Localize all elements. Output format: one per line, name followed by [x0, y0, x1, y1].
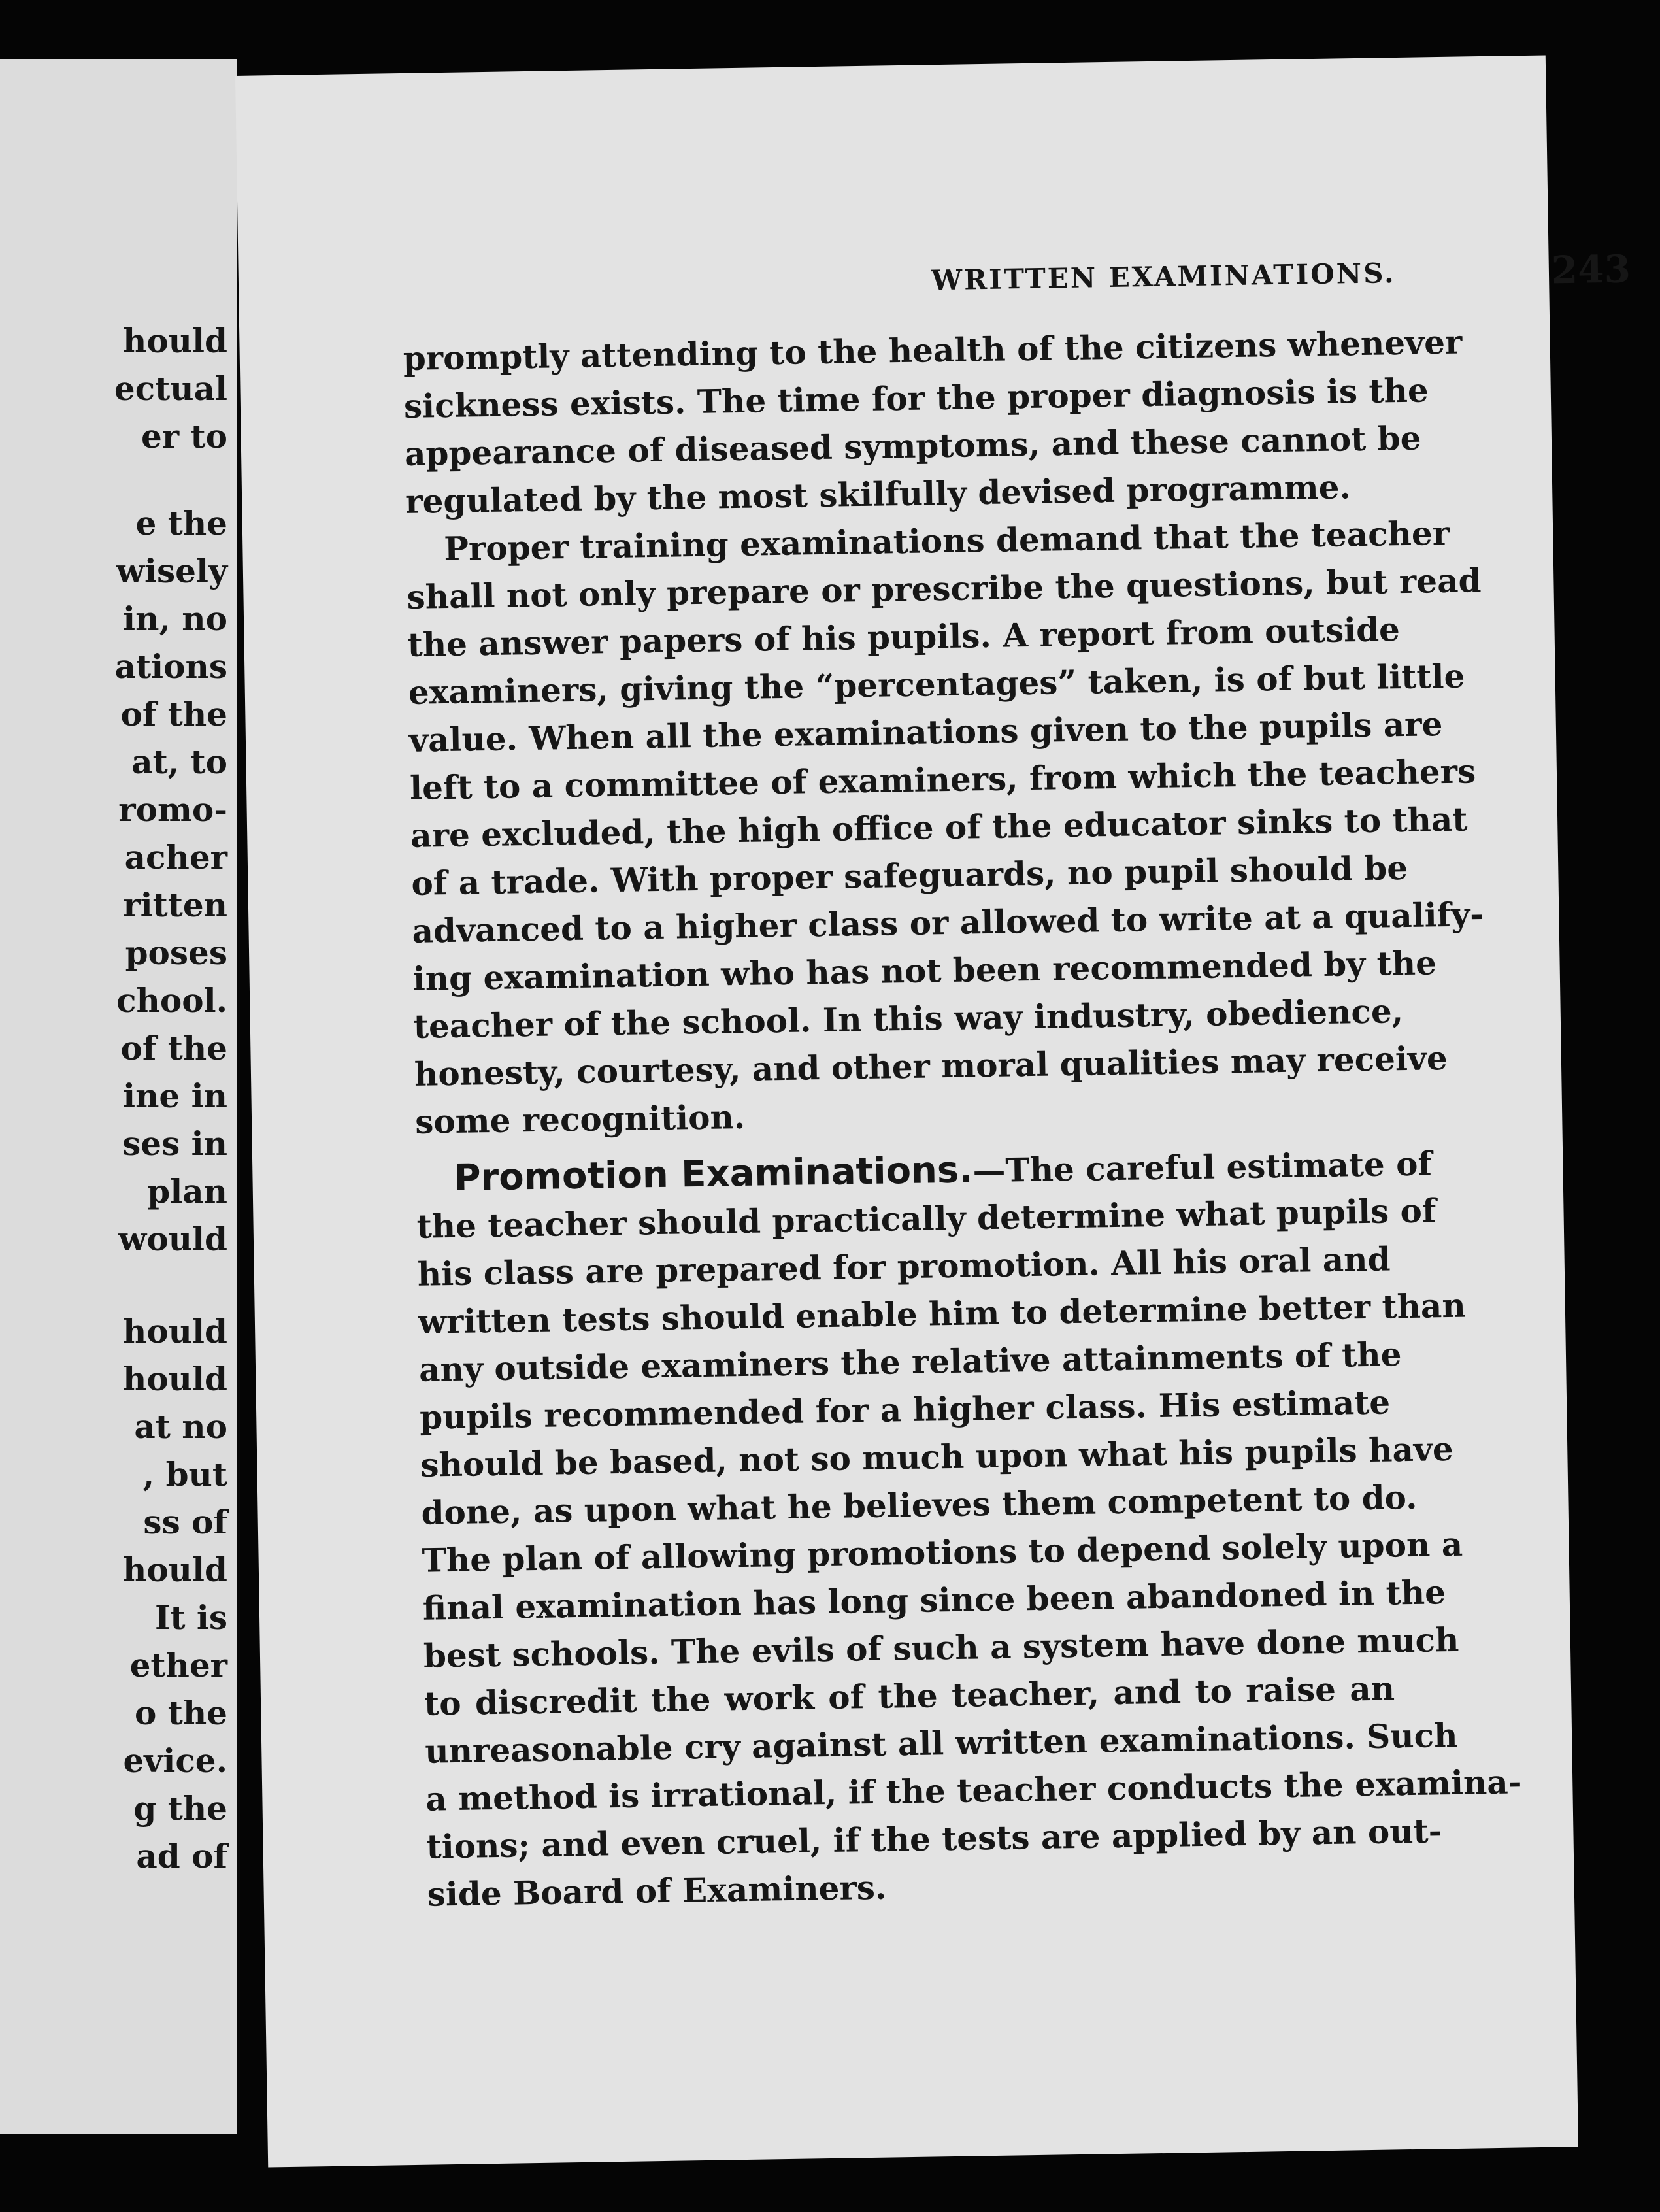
text-line: written tests should enable him to determine better than	[418, 1286, 1467, 1341]
text-line: unreasonable cry against all written examinations. Such	[424, 1715, 1458, 1771]
text-line: side Board of Examiners.	[427, 1868, 887, 1914]
text-line: some recognition.	[414, 1097, 746, 1141]
facing-line: ses in	[122, 1124, 227, 1163]
facing-line: at, to	[131, 743, 227, 781]
facing-line: ine in	[123, 1077, 227, 1115]
facing-line: ectual	[114, 369, 227, 408]
facing-line: er to	[141, 417, 227, 456]
facing-line: hould	[122, 322, 227, 360]
text-line: honesty, courtesy, and other moral qualities may receive	[414, 1039, 1448, 1094]
facing-line: at no	[134, 1407, 227, 1446]
facing-line: , but	[142, 1455, 227, 1494]
facing-line: would	[118, 1220, 227, 1258]
facing-line: in, no	[123, 599, 227, 638]
paragraph-continued	[403, 320, 1463, 526]
body-text	[403, 320, 1522, 1919]
facing-line: ad of	[136, 1837, 227, 1875]
facing-line: chool.	[116, 981, 227, 1020]
facing-line: plan	[147, 1172, 227, 1211]
text-line: done, as upon what he believes them competent to do.	[421, 1477, 1418, 1532]
facing-line: hould	[122, 1312, 227, 1350]
text-line: shall not only prepare or prescribe the questions, but read	[407, 561, 1482, 616]
text-line: teacher of the school. In this way industry, obedience,	[413, 992, 1404, 1046]
facing-line: g the	[133, 1789, 227, 1828]
facing-line: ritten	[123, 886, 227, 924]
text-line: tions; and even cruel, if the tests are applied by an out-	[426, 1811, 1442, 1866]
text-line: should be based, not so much upon what his pupils have	[420, 1429, 1454, 1484]
text-line: value. When all the examinations given to the pupils are	[408, 705, 1443, 760]
text-line: best schools. The evils of such a system have done much	[423, 1620, 1459, 1675]
facing-line: acher	[124, 838, 227, 877]
facing-line: poses	[125, 933, 227, 972]
heading-run-in-text: —The careful estimate of	[972, 1144, 1433, 1190]
text-line: examiners, giving the “percentages” taken, is of but little	[408, 656, 1465, 712]
facing-line: ether	[129, 1646, 227, 1684]
text-line: The plan of allowing promotions to depend solely upon a	[422, 1524, 1463, 1580]
facing-line: of the	[120, 1029, 227, 1067]
text-line: are excluded, the high office of the educator sinks to that	[410, 799, 1468, 855]
page-number: 243	[1551, 246, 1631, 293]
facing-line: wisely	[116, 552, 227, 590]
facing-line: It is	[154, 1598, 227, 1637]
facing-line: o the	[134, 1694, 227, 1732]
text-line: left to a committee of examiners, from which the teachers	[409, 752, 1476, 807]
facing-line: ss of	[143, 1503, 227, 1541]
facing-page-edge	[0, 59, 237, 2134]
paragraph-promotion-examinations	[416, 1139, 1522, 1918]
facing-page-text	[114, 317, 227, 1880]
section-heading: Promotion Examinations.	[454, 1148, 973, 1199]
facing-line: hould	[122, 1550, 227, 1589]
facing-line: romo-	[118, 790, 227, 829]
text-line: the teacher should practically determine what pupils of	[416, 1191, 1436, 1246]
text-line: of a trade. With proper safeguards, no pupil should be	[410, 848, 1408, 903]
text-line: to discredit the work of the teacher, and to raise an	[423, 1669, 1395, 1723]
text-line: his class are prepared for promotion. All his oral and	[417, 1239, 1391, 1294]
text-line: sickness exists. The time for the proper diagnosis is the	[403, 371, 1429, 426]
text-line: ing examination who has not been recommended by the	[412, 943, 1437, 998]
text-line: regulated by the most skilfully devised programme.	[405, 467, 1352, 521]
text-line: the answer papers of his pupils. A report from outside	[407, 610, 1401, 664]
paragraph-training-examinations	[406, 511, 1484, 1146]
facing-line: e the	[135, 504, 227, 543]
facing-line: hould	[122, 1360, 227, 1398]
book-page	[235, 55, 1631, 2167]
running-title: WRITTEN EXAMINATIONS.	[931, 257, 1396, 297]
text-line: advanced to a higher class or allowed to write at a qualify-	[412, 895, 1484, 950]
text-line: pupils recommended for a higher class. His estimate	[419, 1382, 1391, 1437]
text-line: a method is irrational, if the teacher conducts the examina-	[425, 1762, 1522, 1818]
text-line: appearance of diseased symptoms, and these cannot be	[404, 418, 1421, 473]
text-line: promptly attending to the health of the citizens whenever	[403, 322, 1463, 378]
facing-line: ations	[114, 647, 227, 686]
facing-line: evice.	[123, 1741, 227, 1780]
text-line: any outside examiners the relative attainments of the	[418, 1335, 1402, 1389]
running-head	[670, 246, 1631, 320]
text-line: final examination has long since been abandoned in the	[422, 1573, 1446, 1628]
text-line: Proper training examinations demand that the teacher	[443, 513, 1450, 569]
facing-line: of the	[120, 695, 227, 733]
